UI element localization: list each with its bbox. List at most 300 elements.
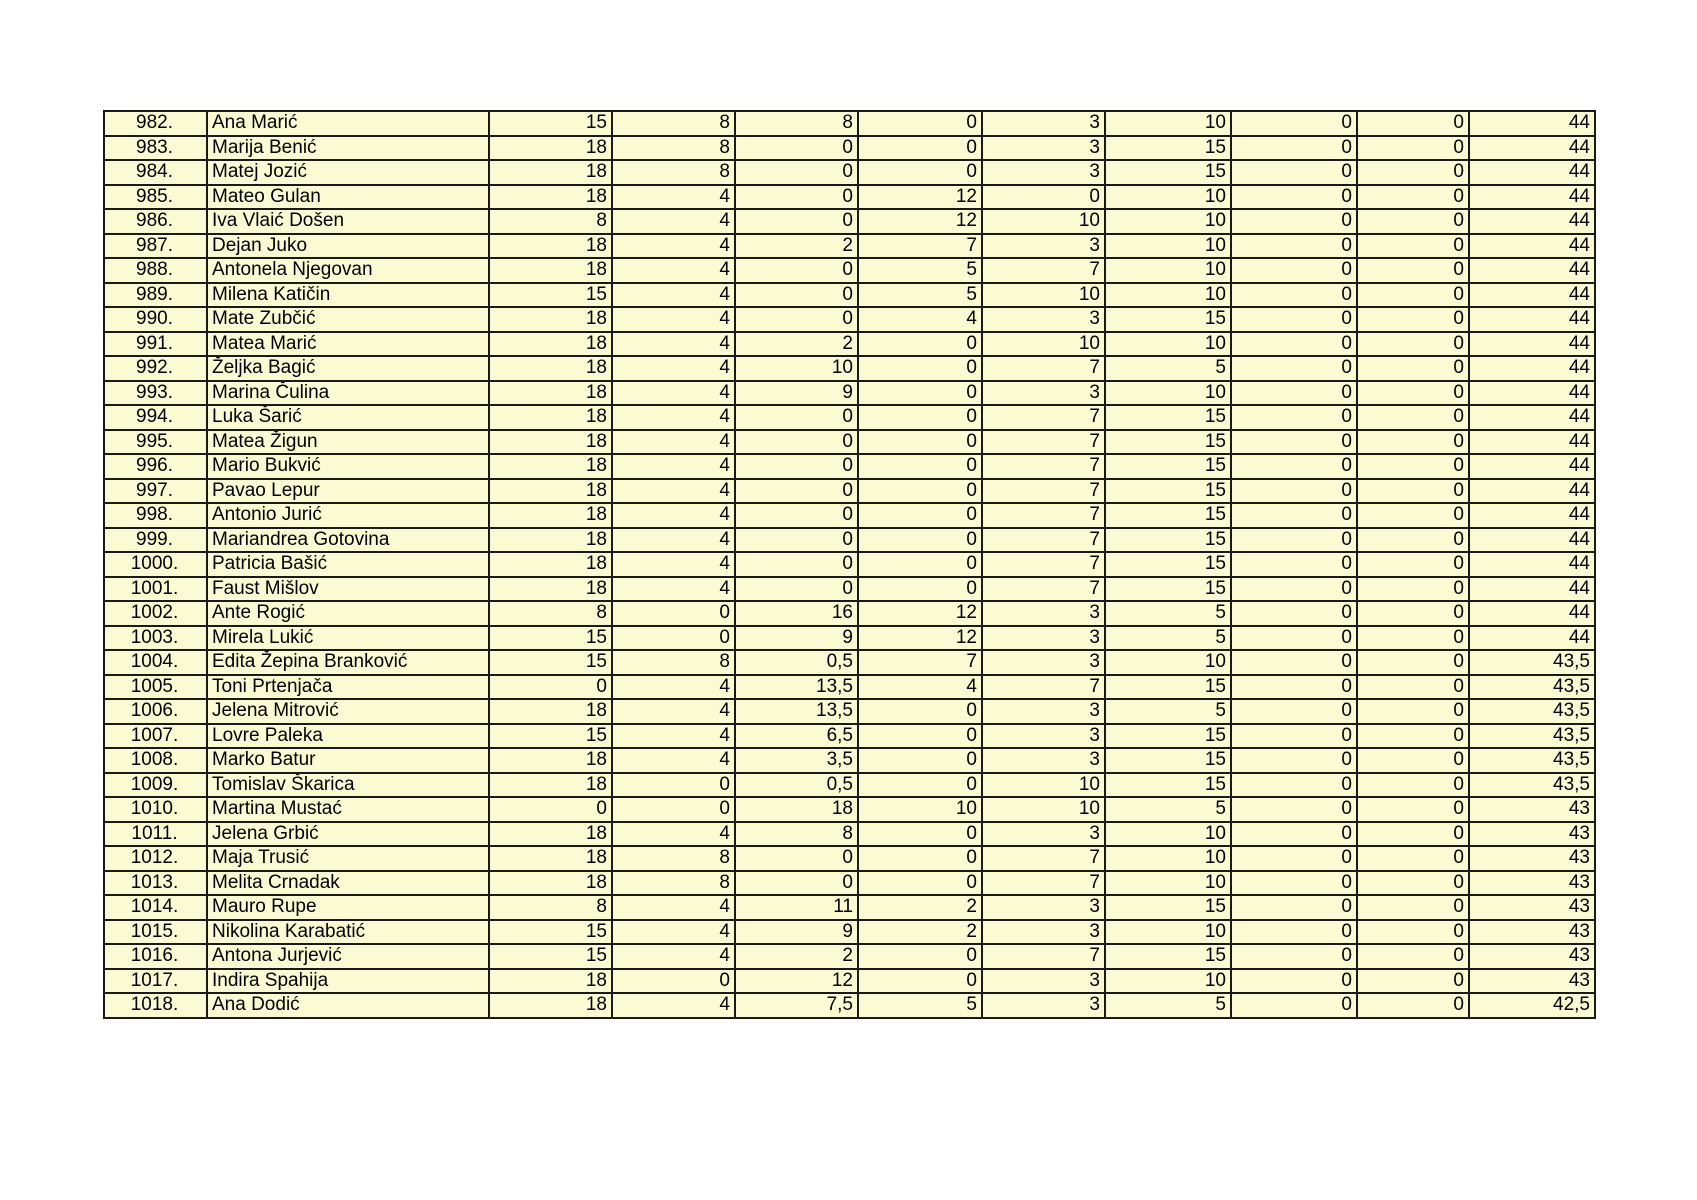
score-cell-7: 0	[1231, 650, 1357, 675]
score-cell-4: 5	[858, 283, 982, 308]
rank-cell: 990.	[104, 307, 207, 332]
rank-cell: 985.	[104, 185, 207, 210]
name-cell: Marko Batur	[207, 748, 489, 773]
table-row	[104, 993, 1595, 1018]
score-cell-2: 4	[612, 185, 735, 210]
score-cell-7: 0	[1231, 822, 1357, 847]
score-cell-6: 15	[1105, 895, 1231, 920]
total-cell: 44	[1469, 528, 1595, 553]
score-cell-5: 7	[982, 479, 1105, 504]
score-cell-4: 0	[858, 405, 982, 430]
score-cell-6: 10	[1105, 283, 1231, 308]
score-cell-4: 0	[858, 111, 982, 136]
table-row	[104, 185, 1595, 210]
rank-cell: 991.	[104, 332, 207, 357]
total-cell: 43	[1469, 797, 1595, 822]
score-cell-1: 8	[489, 895, 612, 920]
score-cell-5: 7	[982, 356, 1105, 381]
score-cell-6: 10	[1105, 258, 1231, 283]
score-cell-2: 4	[612, 699, 735, 724]
score-cell-3: 8	[735, 822, 858, 847]
score-cell-5: 3	[982, 748, 1105, 773]
score-cell-2: 4	[612, 454, 735, 479]
rank-cell: 986.	[104, 209, 207, 234]
score-cell-8: 0	[1357, 332, 1469, 357]
total-cell: 44	[1469, 381, 1595, 406]
score-cell-8: 0	[1357, 920, 1469, 945]
score-cell-2: 4	[612, 307, 735, 332]
score-cell-7: 0	[1231, 234, 1357, 259]
score-cell-2: 0	[612, 969, 735, 994]
score-cell-5: 3	[982, 650, 1105, 675]
name-cell: Indira Spahija	[207, 969, 489, 994]
score-cell-6: 15	[1105, 503, 1231, 528]
score-cell-7: 0	[1231, 748, 1357, 773]
score-cell-2: 0	[612, 797, 735, 822]
table-body	[104, 111, 1595, 1018]
score-cell-2: 4	[612, 577, 735, 602]
score-cell-5: 3	[982, 895, 1105, 920]
score-cell-1: 18	[489, 136, 612, 161]
total-cell: 43,5	[1469, 724, 1595, 749]
score-cell-2: 4	[612, 993, 735, 1018]
score-cell-7: 0	[1231, 871, 1357, 896]
score-cell-5: 7	[982, 405, 1105, 430]
score-cell-8: 0	[1357, 454, 1469, 479]
total-cell: 44	[1469, 111, 1595, 136]
name-cell: Matea Marić	[207, 332, 489, 357]
name-cell: Milena Katičin	[207, 283, 489, 308]
score-cell-7: 0	[1231, 993, 1357, 1018]
name-cell: Maja Trusić	[207, 846, 489, 871]
name-cell: Ante Rogić	[207, 601, 489, 626]
rank-cell: 1009.	[104, 773, 207, 798]
score-cell-4: 0	[858, 552, 982, 577]
table-row	[104, 846, 1595, 871]
score-cell-8: 0	[1357, 797, 1469, 822]
score-cell-3: 9	[735, 381, 858, 406]
score-cell-3: 0,5	[735, 773, 858, 798]
total-cell: 43	[1469, 846, 1595, 871]
score-cell-6: 10	[1105, 381, 1231, 406]
rank-cell: 983.	[104, 136, 207, 161]
name-cell: Mirela Lukić	[207, 626, 489, 651]
score-cell-5: 3	[982, 136, 1105, 161]
score-cell-3: 10	[735, 356, 858, 381]
score-cell-8: 0	[1357, 258, 1469, 283]
score-cell-2: 4	[612, 258, 735, 283]
total-cell: 44	[1469, 552, 1595, 577]
score-cell-7: 0	[1231, 503, 1357, 528]
rank-cell: 1001.	[104, 577, 207, 602]
score-cell-4: 12	[858, 601, 982, 626]
score-cell-6: 10	[1105, 234, 1231, 259]
total-cell: 44	[1469, 209, 1595, 234]
score-cell-8: 0	[1357, 871, 1469, 896]
score-cell-6: 15	[1105, 136, 1231, 161]
score-cell-6: 15	[1105, 405, 1231, 430]
score-cell-5: 10	[982, 209, 1105, 234]
score-cell-2: 4	[612, 430, 735, 455]
score-cell-3: 0	[735, 209, 858, 234]
score-cell-2: 4	[612, 895, 735, 920]
table-row	[104, 479, 1595, 504]
score-cell-6: 15	[1105, 577, 1231, 602]
score-cell-6: 5	[1105, 356, 1231, 381]
score-cell-8: 0	[1357, 430, 1469, 455]
score-cell-1: 0	[489, 675, 612, 700]
score-cell-1: 0	[489, 797, 612, 822]
name-cell: Antona Jurjević	[207, 944, 489, 969]
score-cell-4: 0	[858, 454, 982, 479]
score-cell-1: 8	[489, 601, 612, 626]
table-row	[104, 920, 1595, 945]
score-cell-5: 7	[982, 430, 1105, 455]
score-cell-5: 3	[982, 234, 1105, 259]
score-cell-1: 18	[489, 846, 612, 871]
score-cell-3: 0	[735, 405, 858, 430]
score-cell-6: 10	[1105, 822, 1231, 847]
score-cell-7: 0	[1231, 283, 1357, 308]
total-cell: 43	[1469, 895, 1595, 920]
score-cell-8: 0	[1357, 724, 1469, 749]
table-row	[104, 552, 1595, 577]
total-cell: 43	[1469, 944, 1595, 969]
score-cell-6: 15	[1105, 307, 1231, 332]
score-cell-2: 8	[612, 846, 735, 871]
table-row	[104, 699, 1595, 724]
name-cell: Mariandrea Gotovina	[207, 528, 489, 553]
score-cell-2: 4	[612, 234, 735, 259]
score-cell-3: 0	[735, 479, 858, 504]
score-cell-6: 10	[1105, 185, 1231, 210]
score-cell-7: 0	[1231, 895, 1357, 920]
score-cell-8: 0	[1357, 234, 1469, 259]
score-cell-5: 7	[982, 552, 1105, 577]
score-cell-8: 0	[1357, 822, 1469, 847]
score-cell-7: 0	[1231, 111, 1357, 136]
score-cell-1: 18	[489, 969, 612, 994]
name-cell: Lovre Paleka	[207, 724, 489, 749]
name-cell: Matea Žigun	[207, 430, 489, 455]
total-cell: 43	[1469, 920, 1595, 945]
score-cell-6: 5	[1105, 626, 1231, 651]
score-cell-6: 15	[1105, 160, 1231, 185]
score-cell-1: 18	[489, 699, 612, 724]
score-cell-1: 18	[489, 748, 612, 773]
name-cell: Marina Čulina	[207, 381, 489, 406]
score-cell-4: 0	[858, 136, 982, 161]
score-cell-1: 15	[489, 650, 612, 675]
table-row	[104, 405, 1595, 430]
score-cell-5: 3	[982, 160, 1105, 185]
table-row	[104, 503, 1595, 528]
score-cell-7: 0	[1231, 258, 1357, 283]
score-cell-2: 4	[612, 503, 735, 528]
score-cell-3: 0	[735, 160, 858, 185]
score-cell-2: 8	[612, 871, 735, 896]
rank-cell: 1006.	[104, 699, 207, 724]
score-cell-3: 2	[735, 332, 858, 357]
score-cell-1: 18	[489, 332, 612, 357]
score-cell-2: 4	[612, 332, 735, 357]
score-cell-8: 0	[1357, 283, 1469, 308]
score-cell-1: 18	[489, 381, 612, 406]
rank-cell: 1008.	[104, 748, 207, 773]
score-cell-2: 4	[612, 822, 735, 847]
score-cell-4: 0	[858, 528, 982, 553]
score-cell-3: 0	[735, 552, 858, 577]
name-cell: Marija Benić	[207, 136, 489, 161]
score-cell-1: 15	[489, 283, 612, 308]
name-cell: Jelena Grbić	[207, 822, 489, 847]
rank-cell: 984.	[104, 160, 207, 185]
rank-cell: 1018.	[104, 993, 207, 1018]
score-cell-8: 0	[1357, 111, 1469, 136]
rank-cell: 998.	[104, 503, 207, 528]
table-row	[104, 969, 1595, 994]
score-cell-6: 10	[1105, 846, 1231, 871]
score-cell-5: 3	[982, 626, 1105, 651]
score-cell-6: 15	[1105, 724, 1231, 749]
score-cell-2: 0	[612, 601, 735, 626]
score-cell-7: 0	[1231, 724, 1357, 749]
score-cell-6: 5	[1105, 699, 1231, 724]
score-cell-7: 0	[1231, 430, 1357, 455]
name-cell: Faust Mišlov	[207, 577, 489, 602]
total-cell: 44	[1469, 356, 1595, 381]
score-cell-5: 3	[982, 822, 1105, 847]
table-row	[104, 234, 1595, 259]
score-cell-5: 3	[982, 307, 1105, 332]
rank-cell: 1005.	[104, 675, 207, 700]
score-cell-1: 18	[489, 454, 612, 479]
score-cell-3: 16	[735, 601, 858, 626]
score-cell-3: 13,5	[735, 699, 858, 724]
name-cell: Dejan Juko	[207, 234, 489, 259]
score-cell-4: 0	[858, 160, 982, 185]
score-cell-5: 3	[982, 969, 1105, 994]
score-cell-1: 18	[489, 307, 612, 332]
total-cell: 44	[1469, 503, 1595, 528]
score-cell-4: 12	[858, 209, 982, 234]
table-row	[104, 626, 1595, 651]
score-cell-3: 7,5	[735, 993, 858, 1018]
total-cell: 43,5	[1469, 675, 1595, 700]
total-cell: 43,5	[1469, 748, 1595, 773]
score-cell-2: 4	[612, 748, 735, 773]
score-cell-1: 15	[489, 920, 612, 945]
score-cell-7: 0	[1231, 699, 1357, 724]
score-cell-3: 0	[735, 871, 858, 896]
score-cell-4: 0	[858, 724, 982, 749]
rank-cell: 994.	[104, 405, 207, 430]
score-cell-1: 18	[489, 993, 612, 1018]
score-cell-5: 7	[982, 258, 1105, 283]
score-cell-4: 0	[858, 748, 982, 773]
score-cell-8: 0	[1357, 209, 1469, 234]
score-cell-8: 0	[1357, 675, 1469, 700]
score-cell-6: 10	[1105, 871, 1231, 896]
total-cell: 44	[1469, 626, 1595, 651]
score-cell-7: 0	[1231, 136, 1357, 161]
score-cell-7: 0	[1231, 626, 1357, 651]
rank-cell: 988.	[104, 258, 207, 283]
score-cell-7: 0	[1231, 601, 1357, 626]
name-cell: Nikolina Karabatić	[207, 920, 489, 945]
score-cell-5: 3	[982, 381, 1105, 406]
table-row	[104, 307, 1595, 332]
score-cell-8: 0	[1357, 846, 1469, 871]
score-cell-7: 0	[1231, 356, 1357, 381]
score-cell-8: 0	[1357, 944, 1469, 969]
score-cell-6: 5	[1105, 601, 1231, 626]
score-cell-3: 0	[735, 454, 858, 479]
total-cell: 43	[1469, 969, 1595, 994]
score-cell-4: 0	[858, 381, 982, 406]
name-cell: Melita Crnadak	[207, 871, 489, 896]
score-cell-1: 8	[489, 209, 612, 234]
score-cell-5: 3	[982, 111, 1105, 136]
score-cell-7: 0	[1231, 185, 1357, 210]
score-cell-3: 0	[735, 136, 858, 161]
total-cell: 44	[1469, 185, 1595, 210]
table-row	[104, 356, 1595, 381]
table-row	[104, 111, 1595, 136]
score-cell-3: 0	[735, 503, 858, 528]
score-cell-4: 0	[858, 969, 982, 994]
score-cell-5: 7	[982, 454, 1105, 479]
score-cell-8: 0	[1357, 993, 1469, 1018]
score-cell-1: 18	[489, 405, 612, 430]
score-cell-4: 2	[858, 920, 982, 945]
score-cell-5: 7	[982, 577, 1105, 602]
table-row	[104, 724, 1595, 749]
rank-cell: 999.	[104, 528, 207, 553]
score-cell-1: 18	[489, 871, 612, 896]
table-row	[104, 454, 1595, 479]
name-cell: Željka Bagić	[207, 356, 489, 381]
name-cell: Antonio Jurić	[207, 503, 489, 528]
score-cell-8: 0	[1357, 577, 1469, 602]
name-cell: Antonela Njegovan	[207, 258, 489, 283]
name-cell: Mate Zubčić	[207, 307, 489, 332]
score-cell-5: 10	[982, 797, 1105, 822]
score-cell-3: 2	[735, 944, 858, 969]
score-cell-5: 7	[982, 675, 1105, 700]
score-cell-3: 6,5	[735, 724, 858, 749]
score-cell-1: 18	[489, 773, 612, 798]
rank-cell: 1016.	[104, 944, 207, 969]
score-cell-6: 15	[1105, 675, 1231, 700]
total-cell: 44	[1469, 405, 1595, 430]
score-cell-7: 0	[1231, 209, 1357, 234]
table-row	[104, 871, 1595, 896]
name-cell: Jelena Mitrović	[207, 699, 489, 724]
score-cell-3: 9	[735, 626, 858, 651]
score-cell-4: 5	[858, 258, 982, 283]
score-cell-1: 15	[489, 724, 612, 749]
score-cell-3: 0	[735, 258, 858, 283]
score-cell-1: 15	[489, 626, 612, 651]
score-cell-8: 0	[1357, 528, 1469, 553]
name-cell: Ana Dodić	[207, 993, 489, 1018]
total-cell: 44	[1469, 160, 1595, 185]
name-cell: Edita Žepina Branković	[207, 650, 489, 675]
score-cell-1: 18	[489, 552, 612, 577]
score-cell-4: 0	[858, 822, 982, 847]
name-cell: Pavao Lepur	[207, 479, 489, 504]
score-cell-8: 0	[1357, 626, 1469, 651]
score-cell-6: 15	[1105, 748, 1231, 773]
score-cell-1: 18	[489, 160, 612, 185]
score-cell-5: 7	[982, 503, 1105, 528]
score-cell-1: 18	[489, 430, 612, 455]
score-cell-7: 0	[1231, 528, 1357, 553]
rank-cell: 1003.	[104, 626, 207, 651]
score-cell-2: 4	[612, 356, 735, 381]
table-row	[104, 895, 1595, 920]
score-cell-4: 0	[858, 577, 982, 602]
table-row	[104, 430, 1595, 455]
score-cell-6: 15	[1105, 528, 1231, 553]
name-cell: Martina Mustać	[207, 797, 489, 822]
name-cell: Luka Šarić	[207, 405, 489, 430]
score-cell-4: 2	[858, 895, 982, 920]
rank-cell: 987.	[104, 234, 207, 259]
score-cell-8: 0	[1357, 160, 1469, 185]
score-cell-8: 0	[1357, 699, 1469, 724]
total-cell: 44	[1469, 258, 1595, 283]
score-cell-2: 4	[612, 920, 735, 945]
table-row	[104, 650, 1595, 675]
table-row	[104, 944, 1595, 969]
score-cell-8: 0	[1357, 503, 1469, 528]
name-cell: Mateo Gulan	[207, 185, 489, 210]
rank-cell: 1002.	[104, 601, 207, 626]
score-cell-7: 0	[1231, 577, 1357, 602]
rank-cell: 982.	[104, 111, 207, 136]
score-cell-2: 8	[612, 160, 735, 185]
score-cell-3: 0,5	[735, 650, 858, 675]
score-cell-6: 10	[1105, 969, 1231, 994]
total-cell: 43	[1469, 822, 1595, 847]
table-row	[104, 332, 1595, 357]
score-cell-3: 0	[735, 430, 858, 455]
score-cell-2: 4	[612, 944, 735, 969]
rank-cell: 997.	[104, 479, 207, 504]
table-row	[104, 773, 1595, 798]
score-cell-4: 4	[858, 675, 982, 700]
score-cell-6: 10	[1105, 111, 1231, 136]
score-cell-2: 0	[612, 626, 735, 651]
total-cell: 44	[1469, 332, 1595, 357]
score-cell-2: 4	[612, 479, 735, 504]
score-cell-8: 0	[1357, 356, 1469, 381]
score-cell-8: 0	[1357, 895, 1469, 920]
score-cell-5: 3	[982, 699, 1105, 724]
name-cell: Iva Vlaić Došen	[207, 209, 489, 234]
score-cell-4: 10	[858, 797, 982, 822]
score-cell-4: 0	[858, 871, 982, 896]
score-cell-7: 0	[1231, 479, 1357, 504]
score-cell-8: 0	[1357, 381, 1469, 406]
name-cell: Mario Bukvić	[207, 454, 489, 479]
score-cell-6: 15	[1105, 479, 1231, 504]
score-cell-4: 0	[858, 773, 982, 798]
score-cell-8: 0	[1357, 479, 1469, 504]
total-cell: 44	[1469, 307, 1595, 332]
